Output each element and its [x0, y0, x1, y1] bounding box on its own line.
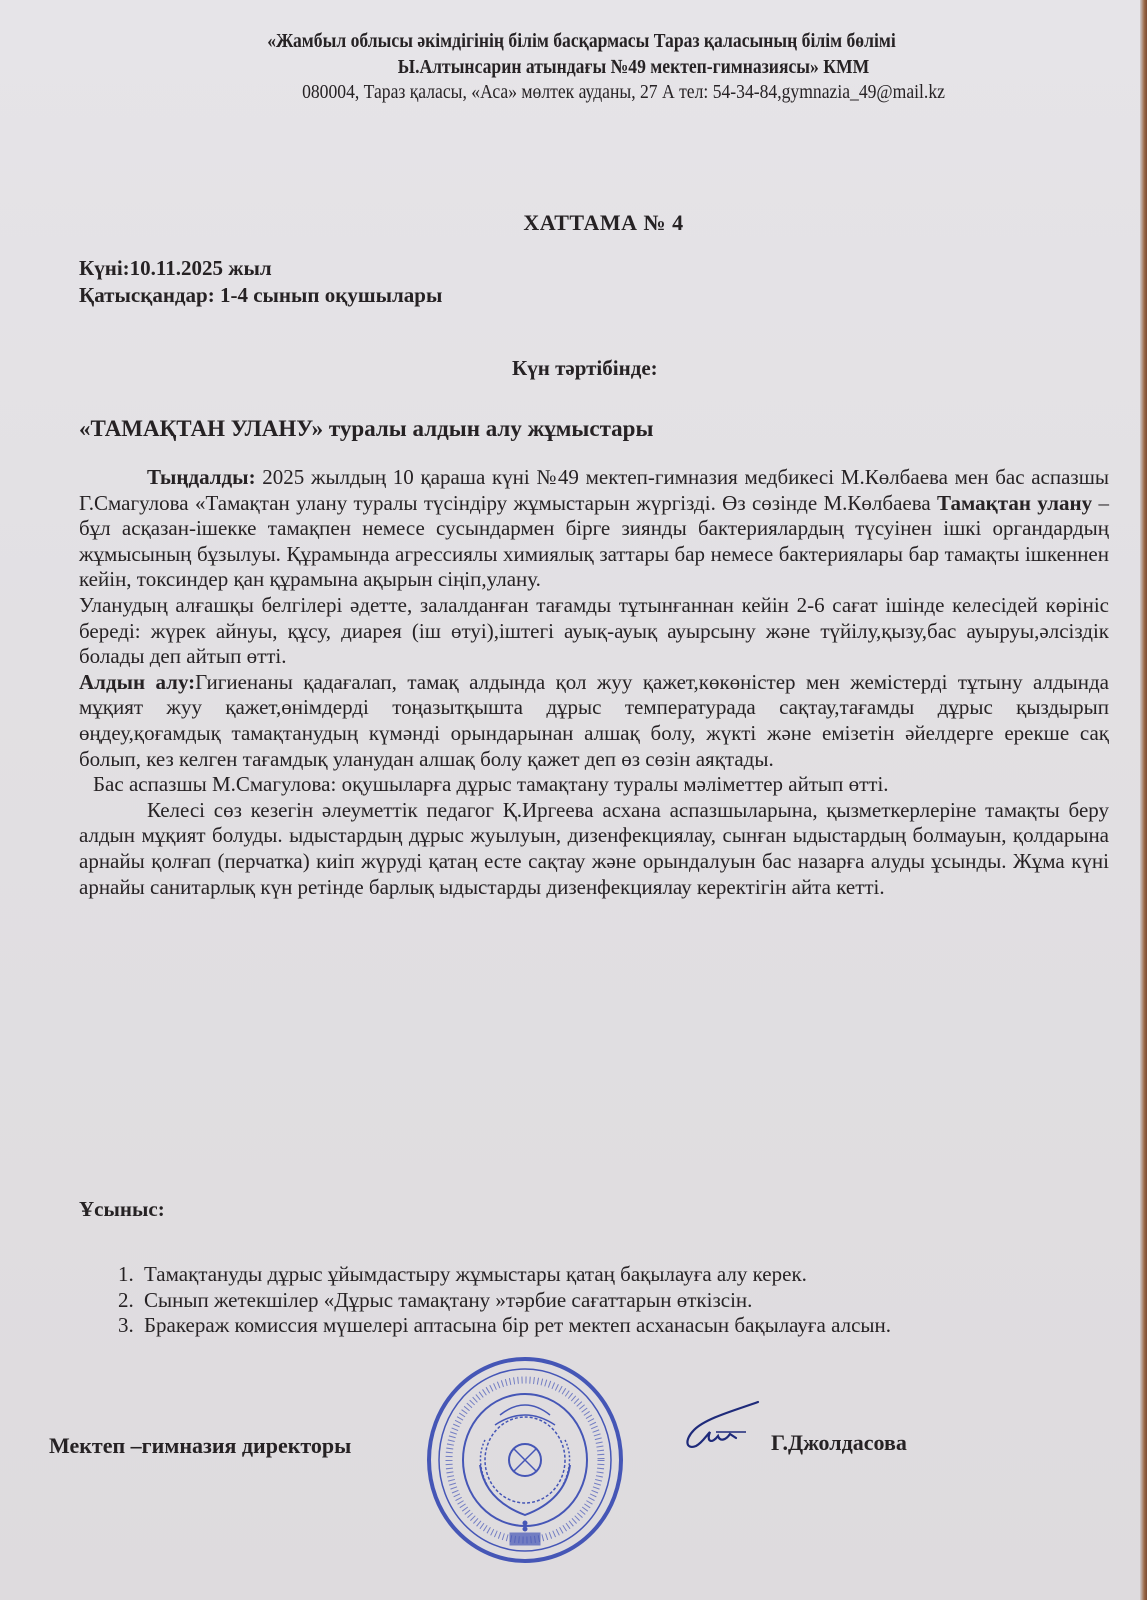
- chef-paragraph: Бас аспазшы М.Смагулова: оқушыларға дұрыс тамақтану туралы мәліметтер айтып өтті.: [93, 772, 889, 797]
- prevention-paragraph: [79, 670, 1109, 772]
- handwritten-signature-icon: [676, 1398, 766, 1458]
- header-address-line: 080004, Тараз қаласы, «Аса» мөлтек ауданы, 27 А тел: 54-34-84,gymnazia_49@mail.kz: [302, 81, 945, 103]
- minutes-body: [79, 465, 1109, 900]
- prevention-text: Гигиенаны қадағалап, тамақ алдында қол жуу қажет,көкөністер мен жемістерді тұтыну алдында мұқият жуу қажет,өнімдерді тоңазытқышта дұрыс температурада сақтау,тағамды дұрыс қыздырып өңдеу,қоғамдық тамақтанудың күмәнді орындарынан алшақ болу, жүкті және емізетін әйелдерге ерекше сақ болып, кез келген тағамдық уланудан алшақ болу қажет деп өз сөзін аяқтады.: [79, 669, 1110, 771]
- heard-bold-term: Тамақтан улану: [937, 490, 1093, 515]
- heard-text: 2025 жылдың 10 қараша күні №49 мектеп-гимназия медбикесі М.Көлбаева мен бас аспазшы Г.Смагулова «Тамақтан улану туралы түсіндіру жұмыстарын жүргізді. Өз сөзінде М.Көлбаева: [79, 465, 1109, 515]
- document-participants: Қатысқандар: 1-4 сынып оқушылары: [79, 283, 443, 307]
- item-text: Тамақтануды дұрыс ұйымдастыру жұмыстары қатаң бақылауға алу керек.: [144, 1262, 807, 1286]
- item-text: Сынып жетекшілер «Дұрыс тамақтану »тәрбие сағаттарын өткізсін.: [144, 1287, 753, 1312]
- next-speaker-paragraph: Келесі сөз кезегін әлеуметтік педагог Қ.Иргеева асхана аспазшыларына, қызметкерлеріне тамақты беру алдын мұқият болуды. ыдыстардың дұрыс жуылуын, дизенфекциялау, сынған ыдыстардың болмауын, қолдарына арнайы қолғап (перчатка) киіп жүруді қатаң есте сақтау және орындалуын бас назарға алуды ұсынды. Жұма күні арнайы санитарлық күн ретінде барлық ыдыстарды дизенфекциялау керектігін айта кетті.: [79, 797, 1109, 899]
- header-organization-line1: «Жамбыл облысы әкімдігінің білім басқармасы Тараз қаласының білім бөлімі: [267, 30, 896, 52]
- document-title: ХАТТАМА № 4: [523, 210, 684, 235]
- item-number: 3.: [118, 1313, 134, 1338]
- heard-paragraph: [79, 465, 1109, 593]
- desk-edge: [1140, 0, 1147, 1600]
- official-stamp-icon: [425, 1355, 625, 1565]
- symptoms-paragraph: Уланудың алғашқы белгілері әдетте, залалданған тағамды тұтынғаннан кейін 2-6 сағат ішінде келесідей көрініс береді: жүрек айнуы, құсу, диарея (іш өтуі),іштегі ауық-ауық ауырсыну және түйілу,қызу,бас ауыруы,әлсіздік болады деп айтып өтті.: [79, 592, 1109, 669]
- item-number: 1.: [118, 1262, 134, 1286]
- item-number: 2.: [118, 1287, 134, 1312]
- recommendations-list: [118, 1262, 1078, 1339]
- signatory-name: Г.Джолдасова: [771, 1430, 907, 1455]
- header-organization-line2: Ы.Алтынсарин атындағы №49 мектеп-гимназиясы» КММ: [397, 56, 870, 78]
- agenda-topic: «ТАМАҚТАН УЛАНУ» туралы алдын алу жұмыстары: [79, 416, 654, 441]
- prevention-label: Алдын алу:: [79, 669, 196, 694]
- heard-label: Тыңдалды:: [147, 465, 256, 489]
- recommendation-item: [118, 1288, 1078, 1314]
- signatory-title: Мектеп –гимназия директоры: [49, 1433, 352, 1458]
- recommendations-label: Ұсыныс:: [79, 1197, 165, 1221]
- item-text: Бракераж комиссия мүшелері аптасына бір рет мектеп асханасын бақылауға алсын.: [144, 1313, 892, 1338]
- agenda-label: Күн тәртібінде:: [512, 356, 658, 380]
- heard-text-continued: – бұл асқазан-ішекке тамақпен немесе сусындармен бірге зиянды бактериялардың түсуінен ішкі органдардың жұмысының бұзылуы. Құрамында агрессиялы химиялық заттары бар немесе бактериялары бар тамақты ішкеннен кейін, токсиндер қан құрамына ақырын сіңіп,улану.: [79, 490, 1109, 592]
- recommendation-item: [118, 1313, 1078, 1339]
- document-date: Күні:10.11.2025 жыл: [79, 256, 272, 280]
- recommendation-item: [118, 1262, 1078, 1288]
